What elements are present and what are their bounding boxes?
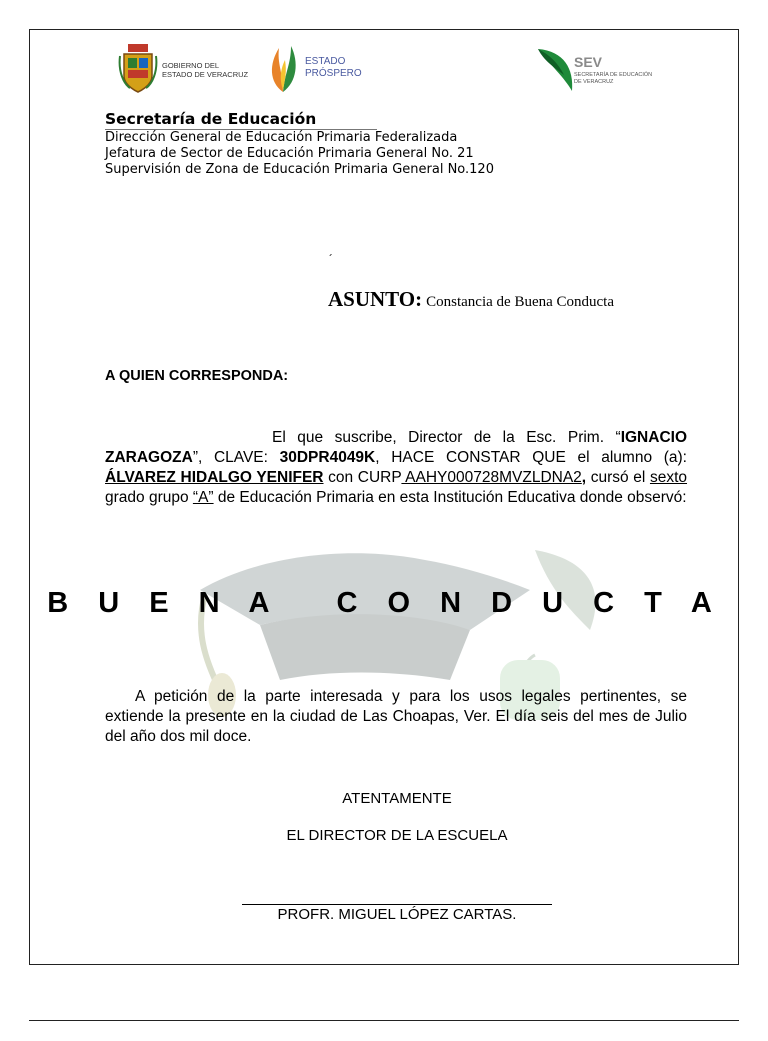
document-page [29,29,739,965]
curp-value: AAHY000728MVZLDNA2 [401,469,582,486]
school-key: 30DPR4049K [279,449,376,466]
body1-text-1: El que suscribe, Director de la Esc. Prim. “ [272,429,621,446]
body2-text: A petición de la parte interesada y para los usos legales pertinentes, se extiende la presente en la ciudad de Las Choapas, Ver. El día seis del mes de Julio del año dos mil doce. [105,688,687,745]
sev-line2: DE VERACRUZ [574,79,614,85]
body1-text-2: ”, CLAVE: [192,449,280,466]
curp-comma: , [581,469,587,486]
highlight-wrap [30,587,739,620]
sev-subtitle [574,72,652,86]
body1-text-6: grado grupo [105,489,193,506]
signer-name: PROFR. MIGUEL LÓPEZ CARTAS. [277,906,517,923]
asunto-text: Constancia de Buena Conducta [426,294,615,310]
coat-of-arms-icon [118,42,158,94]
asunto [328,287,614,312]
body-paragraph-2 [105,687,687,747]
flame-leaf-icon [265,42,301,94]
body1-text-4: con CURP [323,469,402,486]
gobierno-line1: GOBIERNO DEL [162,61,220,70]
closing: ATENTAMENTE [342,790,452,807]
asunto-label: ASUNTO: [328,287,423,311]
group-value: “A” [192,489,214,506]
next-page-edge [29,1020,739,1041]
estado-line1: ESTADO [305,56,346,67]
student-name: ÁLVAREZ HIDALGO YENIFER [105,469,324,486]
sev-title: SEV [574,54,603,70]
body1-text-5: cursó el [586,469,650,486]
director-role: EL DIRECTOR DE LA ESCUELA [286,827,508,844]
body1-text-3: , HACE CONSTAR QUE el alumno (a): [375,449,687,466]
header-line-2: Jefatura de Sector de Educación Primaria General No. 21 [105,146,474,161]
secretaria-title: Secretaría de Educación [105,110,317,128]
sev-line1: SECRETARÍA DE EDUCACIÓN [574,72,653,78]
gobierno-logo-text [162,61,248,79]
green-swoosh-icon [534,45,576,95]
header-line-1: Dirección General de Educación Primaria Federalizada [105,130,458,145]
estado-logo-text [305,56,362,80]
body1-text-7: de Educación Primaria en esta Institución Educativa donde observó: [213,489,687,506]
buena-conducta-heading: B U E N A C O N D U C T A [47,587,723,619]
header-line-3: Supervisión de Zona de Educación Primaria General No.120 [105,162,494,177]
gobierno-line2: ESTADO DE VERACRUZ [162,70,249,79]
estado-line2: PRÓSPERO [305,68,362,79]
school-name: IGNACIO ZARAGOZA [105,429,687,466]
signature-line [242,904,552,905]
body-paragraph-1 [105,428,687,508]
grade-value: sexto [649,469,688,486]
accent-mark: ´ [329,252,333,266]
salutation: A QUIEN CORRESPONDA: [105,368,289,384]
